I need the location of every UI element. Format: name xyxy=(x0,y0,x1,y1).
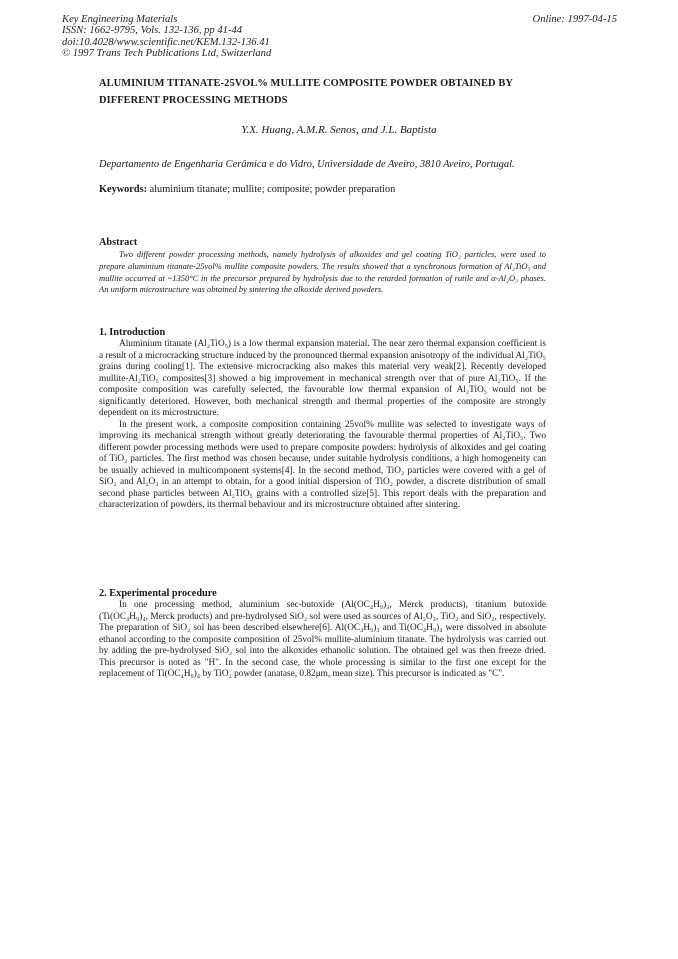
paper-title xyxy=(99,75,569,109)
journal-name: Key Engineering Materials xyxy=(62,14,178,25)
experimental-paragraph-1: In one processing method, aluminium sec-butoxide (Al(OC₄H₉)₃, Merck products), titanium butoxide (Ti(OC₄H₉)₄, Merck products) and pre-hydrolysed SiO₂ sol were used as sources of Al₂O₃, TiO₂ and SiO₂, respectively. The preparation of SiO₂ sol has been described elsewhere[6]. Al(OC₄H₉)₃ and Ti(OC₄H₉)₄ were dissolved in absolute ethanol according to the composite composition of 25vol% mullite-aluminium titanate. The hydrolysis was carried out by adding the pre-hydrolysed SiO₂ sol into the alkoxides ethanolic solution. The obtained gel was then freeze dried. This precursor is noted as "H". In the second case, the whole processing is similar to the first one except for the replacement of Ti(OC₄H₉)₄ by TiO₂ powder (anatase, 0.82μm, mean size). This precursor is indicated as "C". xyxy=(99,600,546,679)
issn-line: ISSN: 1662-9795, Vols. 132-136, pp 41-44 xyxy=(62,25,243,37)
abstract-paragraph: Two different powder processing methods, namely hydrolysis of alkoxides and gel coating TiO₂ particles, were used to prepare aluminium titanate-25vol% mullite composite powders. The results showed that a synchronous formation of Al₂TiO₅ and mullite occurred at ~1350°C in the precursor prepared by hydrolysis due to the retarded formation of rutile and α-Al₂O₃ phases. An uniform microstructure was obtained by sintering the alkoxide derived powders. xyxy=(99,249,546,295)
keywords-text: aluminium titanate; mullite; composite; powder preparation xyxy=(149,184,396,195)
author-list: Y.X. Huang, A.M.R. Senos, and J.L. Baptista xyxy=(241,124,437,136)
abstract-heading: Abstract xyxy=(99,237,138,248)
section-heading-experimental: 2. Experimental procedure xyxy=(99,588,217,599)
doi-line: doi:10.4028/www.scientific.net/KEM.132-136.41 xyxy=(62,36,270,48)
experimental-body xyxy=(99,600,546,681)
introduction-body xyxy=(99,339,546,512)
online-date: Online: 1997-04-15 xyxy=(532,14,617,25)
journal-header xyxy=(62,14,617,59)
keywords-label: Keywords: xyxy=(99,184,148,195)
abstract-text xyxy=(99,249,546,296)
intro-paragraph-2: In the present work, a composite composition containing 25vol% mullite was selected to investigate ways of improving its mechanical strength without greatly deteriorating the favourable thermal properties of Al₂TiO₅. Two different powder processing methods were used to prepare composite powders: hydrolysis of alkoxides and gel coating of TiO₂ particles. The first method was chosen because, under suitable hydrolysis conditions, a high homogeneity can be usually achieved in multicomponent systems[4]. In the second method, TiO₂ particles were covered with a gel of SiO₂ and Al₂O₃ in an attempt to obtain, for a good initial dispersion of TiO₂ powder, a discrete distribution of small second phase particles between Al₂TiO₅ grains with a controlled size[5]. This report deals with the preparation and characterization of powders, its thermal behaviour and its microstructure obtained after sintering. xyxy=(99,419,546,510)
keywords-line xyxy=(99,184,579,195)
affiliation: Departamento de Engenharia Cerâmica e do Vidro, Universidade de Aveiro, 3810 Aveiro, Portugal. xyxy=(99,159,515,170)
section-heading-introduction: 1. Introduction xyxy=(99,327,166,338)
title-line-2: DIFFERENT PROCESSING METHODS xyxy=(99,95,288,106)
intro-paragraph-1: Aluminium titanate (Al₂TiO₅) is a low thermal expansion material. The near zero thermal expansion coefficient is a result of a microcracking structure induced by the pronounced thermal expansion anisotropy of the individual Al₂TiO₅ grains during cooling[1]. The extensive microcracking also makes this material very weak[2]. Recently developed mullite-Al₂TiO₅ composites[3] showed a big improvement in mechanical strength over that of pure Al₂TiO₅. If the composite composition was carefully selected, the favourable low thermal expansion of Al₂TiO₅ would not be significantly deteriored. However, both mechanical strength and thermal properties of the composite are strongly dependent on its microstructure. xyxy=(99,339,546,418)
title-line-1: ALUMINIUM TITANATE-25VOL% MULLITE COMPOSITE POWDER OBTAINED BY xyxy=(99,78,513,89)
copyright-line: © 1997 Trans Tech Publications Ltd, Switzerland xyxy=(62,47,272,59)
